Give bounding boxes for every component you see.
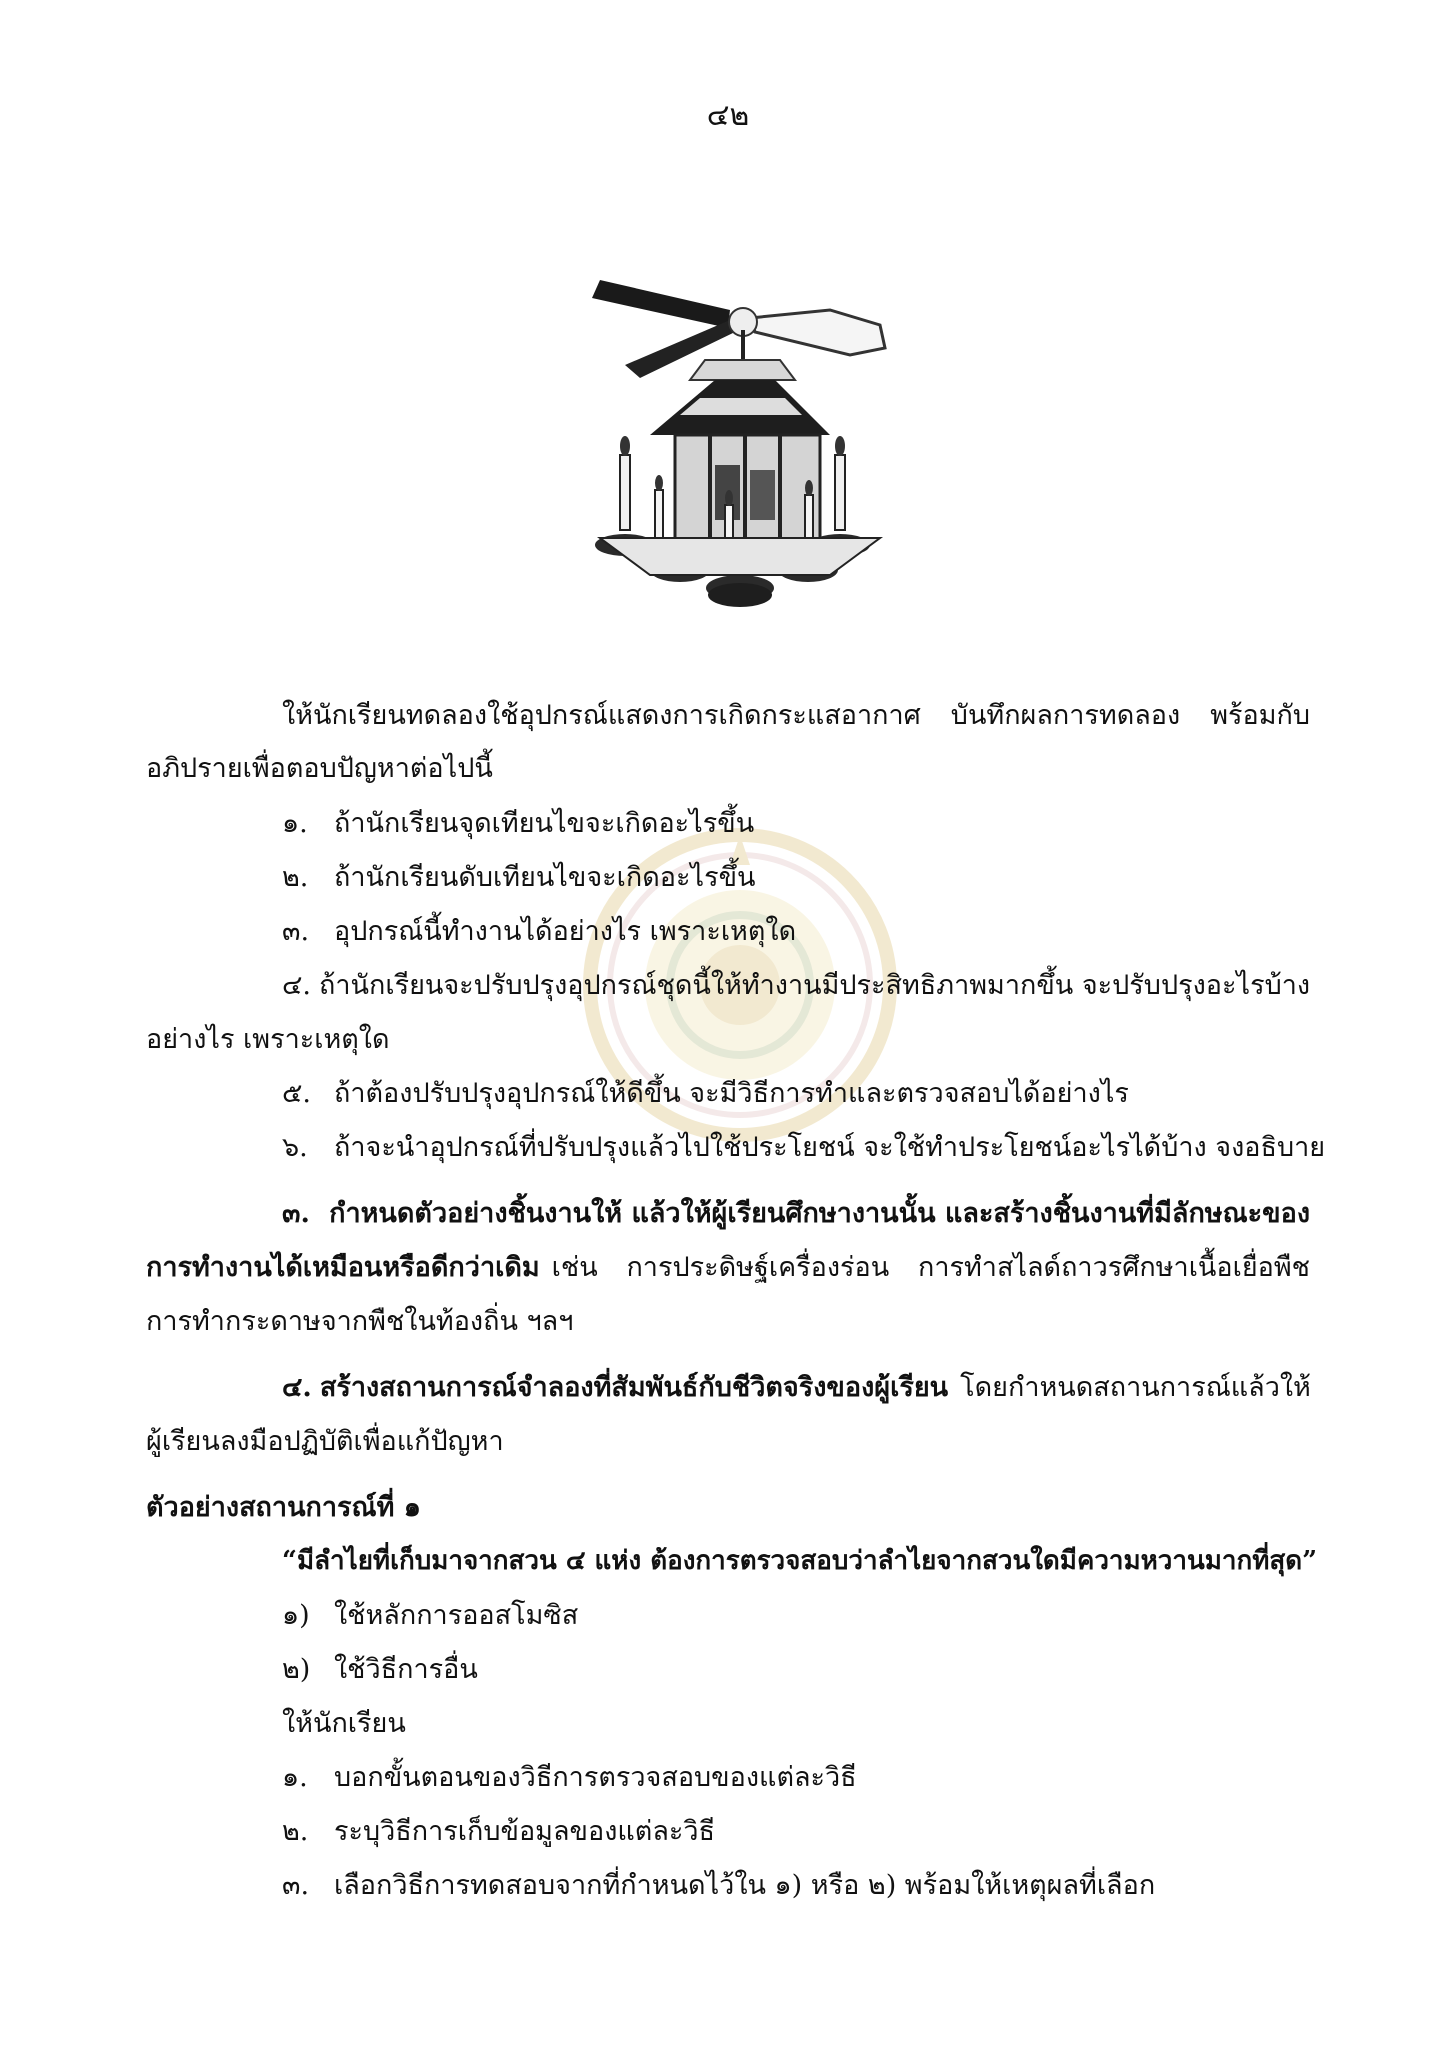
question-text: ถ้านักเรียนจุดเทียนไขจะเกิดอะไรขึ้น <box>334 808 755 839</box>
question-2 <box>282 862 755 894</box>
example-heading: ตัวอย่างสถานการณ์ที่ ๑ <box>146 1492 421 1523</box>
question-6 <box>282 1132 1325 1164</box>
question-text: ถ้านักเรียนดับเทียนไขจะเกิดอะไรขึ้น <box>334 862 756 893</box>
item-number: ๓. <box>282 1198 310 1229</box>
task-text: ระบุวิธีการเก็บข้อมูลของแต่ละวิธี <box>334 1816 716 1847</box>
item-3-line-2 <box>146 1252 1310 1284</box>
page-number: ๔๒ <box>706 98 750 133</box>
method-text: ใช้หลักการออสโมซิส <box>334 1600 579 1631</box>
item-3-bold-text: กำหนดตัวอย่างชิ้นงานให้ แล้วให้ผู้เรียนศึกษางานนั้น และสร้างชิ้นงานที่มีลักษณะของ <box>329 1198 1310 1229</box>
task-number: ๑. <box>282 1762 308 1793</box>
air-current-device-illustration <box>580 270 910 630</box>
method-number: ๒) <box>282 1654 311 1685</box>
question-5 <box>282 1078 1129 1110</box>
task-text: บอกขั้นตอนของวิธีการตรวจสอบของแต่ละวิธี <box>334 1762 857 1793</box>
question-text: อุปกรณ์นี้ทำงานได้อย่างไร เพราะเหตุใด <box>334 916 797 947</box>
example-instruction: ให้นักเรียน <box>282 1708 406 1739</box>
question-text: ถ้าต้องปรับปรุงอุปกรณ์ให้ดีขึ้น จะมีวิธีการทำและตรวจสอบได้อย่างไร <box>334 1078 1129 1109</box>
question-text: ถ้าจะนำอุปกรณ์ที่ปรับปรุงแล้วไปใช้ประโยชน์ จะใช้ทำประโยชน์อะไรได้บ้าง จงอธิบาย <box>334 1132 1326 1163</box>
item-4-bold-text: สร้างสถานการณ์จำลองที่สัมพันธ์กับชีวิตจริงของผู้เรียน <box>319 1372 949 1403</box>
task-text: เลือกวิธีการทดสอบจากที่กำหนดไว้ใน ๑) หรือ ๒) พร้อมให้เหตุผลที่เลือก <box>334 1870 1156 1901</box>
question-4-continuation: อย่างไร เพราะเหตุใด <box>146 1024 390 1055</box>
item-3-line-3: การทำกระดาษจากพืชในท้องถิ่น ฯลฯ <box>146 1306 574 1337</box>
method-2 <box>282 1654 478 1686</box>
intro-line-2: อภิปรายเพื่อตอบปัญหาต่อไปนี้ <box>146 753 493 784</box>
question-number: ๕. <box>282 1078 312 1109</box>
task-2 <box>282 1816 715 1848</box>
question-number: ๖. <box>282 1132 308 1163</box>
item-3-normal-text: เช่น การประดิษฐ์เครื่องร่อน การทำสไลด์ถาวรศึกษาเนื้อเยื่อพืช <box>551 1252 1310 1283</box>
method-1 <box>282 1600 578 1632</box>
item-4-line-2: ผู้เรียนลงมือปฏิบัติเพื่อแก้ปัญหา <box>146 1426 504 1457</box>
question-4 <box>282 970 1310 1002</box>
task-number: ๓. <box>282 1870 310 1901</box>
method-number: ๑) <box>282 1600 310 1631</box>
question-3 <box>282 916 796 948</box>
question-number: ๑. <box>282 808 308 839</box>
item-number: ๔. <box>282 1372 312 1403</box>
question-number: ๔. <box>282 970 312 1001</box>
task-number: ๒. <box>282 1816 309 1847</box>
question-text: ถ้านักเรียนจะปรับปรุงอุปกรณ์ชุดนี้ให้ทำงานมีประสิทธิภาพมากขึ้น จะปรับปรุงอะไรบ้าง <box>319 970 1311 1001</box>
item-3-line-1 <box>282 1198 1310 1230</box>
task-3 <box>282 1870 1155 1902</box>
question-number: ๒. <box>282 862 309 893</box>
question-number: ๓. <box>282 916 310 947</box>
example-quote: “มีลำไยที่เก็บมาจากสวน ๔ แห่ง ต้องการตรวจสอบว่าลำไยจากสวนใดมีความหวานมากที่สุด” <box>282 1546 1318 1576</box>
question-1 <box>282 808 754 840</box>
method-text: ใช้วิธีการอื่น <box>334 1654 478 1685</box>
item-3-bold-text-2: การทำงานได้เหมือนหรือดีกว่าเดิม <box>146 1252 540 1283</box>
task-1 <box>282 1762 857 1794</box>
item-4-line-1 <box>282 1372 1310 1404</box>
item-4-normal-text: โดยกำหนดสถานการณ์แล้วให้ <box>960 1372 1311 1403</box>
intro-line-1: ให้นักเรียนทดลองใช้อุปกรณ์แสดงการเกิดกระแสอากาศ บันทึกผลการทดลอง พร้อมกับ <box>282 700 1310 731</box>
